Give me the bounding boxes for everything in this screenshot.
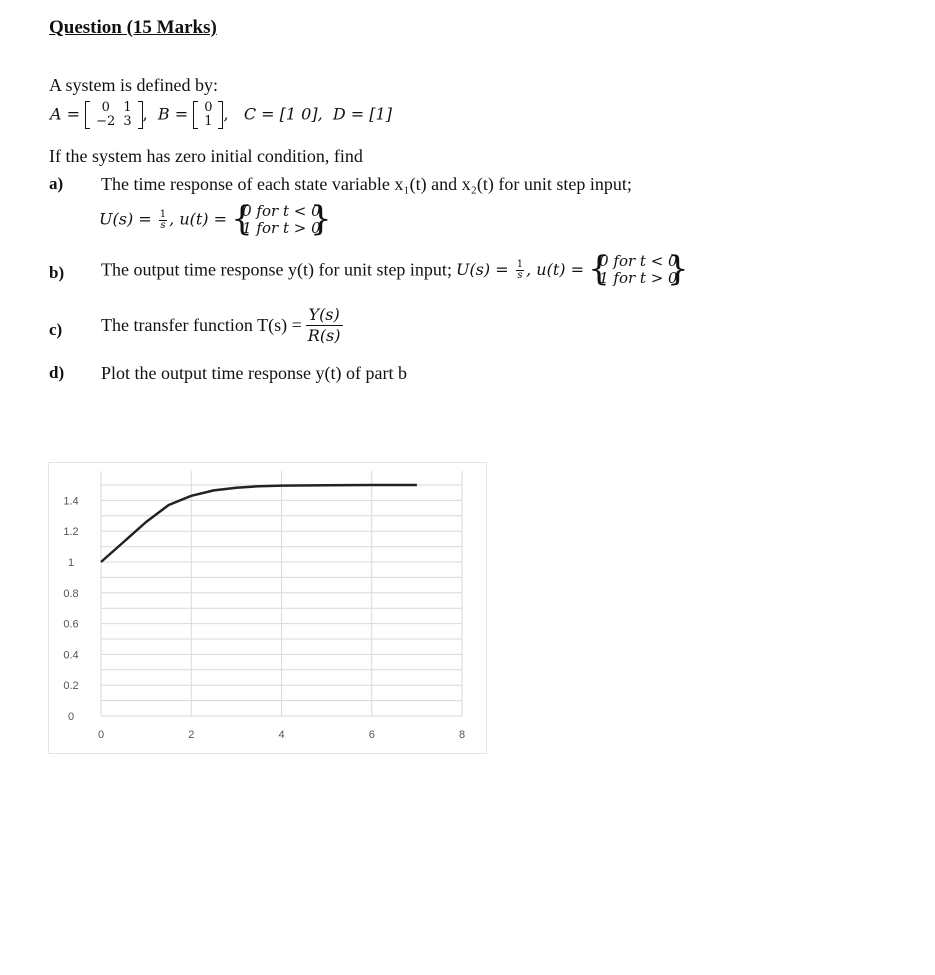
matrix-cell: 0 <box>101 100 110 115</box>
condition-text: If the system has zero initial condition, find <box>49 146 363 166</box>
x-tick-label: 6 <box>368 729 375 741</box>
part-d-text: Plot the output time response y(t) of part b <box>101 363 407 383</box>
separator: , <box>142 104 148 124</box>
x-tick-label: 4 <box>278 729 285 741</box>
transfer-fraction <box>306 306 343 345</box>
matrix-cell: 1 <box>123 100 132 115</box>
x-tick-label: 0 <box>97 729 105 741</box>
chart-frame <box>48 462 487 754</box>
ut-label: , u(t) = <box>526 259 584 279</box>
matrix-d: D = [1] <box>332 104 392 124</box>
case-line: { 0 for t < 0 <box>242 202 321 220</box>
case-line: 1 for t > 0 <box>242 219 321 237</box>
fraction-num: 1 <box>159 208 167 220</box>
piecewise-cases <box>589 253 688 287</box>
y-tick-label: 0.2 <box>63 680 79 693</box>
matrix-cell: 3 <box>123 114 132 129</box>
matrix-b-label: B = <box>157 104 189 124</box>
part-c-line <box>101 306 343 345</box>
part-a-input-def <box>99 203 331 237</box>
matrix-cell: 1 <box>204 114 213 129</box>
matrix-b <box>193 101 223 129</box>
fraction-den: R(s) <box>307 326 341 345</box>
fraction <box>159 210 167 231</box>
matrix-cell: 0 <box>204 100 213 115</box>
part-c-label: c) <box>49 320 63 339</box>
part-b-label: b) <box>49 263 65 282</box>
question-title: Question (15 Marks) <box>49 17 217 38</box>
us-label: U(s) = <box>455 259 509 279</box>
response-chart <box>49 463 486 753</box>
ut-label: , u(t) = <box>169 209 228 229</box>
part-c-text: The transfer function T(s) = <box>101 315 302 335</box>
fraction-num: 1 <box>516 258 524 270</box>
y-tick-label: 0.8 <box>63 587 79 600</box>
case-line: { 0 for t < 0 <box>599 252 678 270</box>
series-line <box>101 485 417 562</box>
intro-text: A system is defined by: <box>49 75 218 95</box>
fraction <box>516 260 524 281</box>
y-tick-label: 0.6 <box>63 618 79 631</box>
y-tick-label: 1.4 <box>63 495 79 508</box>
separator: , <box>223 104 229 124</box>
y-tick-label: 0 <box>67 711 75 723</box>
case-line: 1 for t > 0 <box>599 269 678 287</box>
matrix-a <box>85 101 142 129</box>
part-a-text: The time response of each state variable x₁(t) and x₂(t) for unit step input; <box>101 174 632 194</box>
fraction-den: s <box>517 269 523 281</box>
part-b-text: The output time response y(t) for unit step input; <box>101 259 452 280</box>
matrix-cell: −2 <box>96 114 116 129</box>
x-tick-label: 2 <box>188 729 195 741</box>
part-b-line <box>101 253 688 287</box>
y-tick-label: 0.4 <box>63 649 79 662</box>
piecewise-cases <box>232 203 331 237</box>
matrix-c: C = [1 0], <box>243 104 323 124</box>
us-label: U(s) = <box>99 209 152 229</box>
fraction-den: s <box>160 219 166 231</box>
part-d-label: d) <box>49 363 65 382</box>
matrix-a-label: A = <box>50 104 81 124</box>
x-tick-label: 8 <box>458 729 466 741</box>
fraction-num: Y(s) <box>306 306 343 326</box>
part-a-label: a) <box>49 174 64 193</box>
y-tick-label: 1 <box>67 557 75 569</box>
system-matrices <box>50 101 392 129</box>
y-tick-label: 1.2 <box>63 526 79 539</box>
